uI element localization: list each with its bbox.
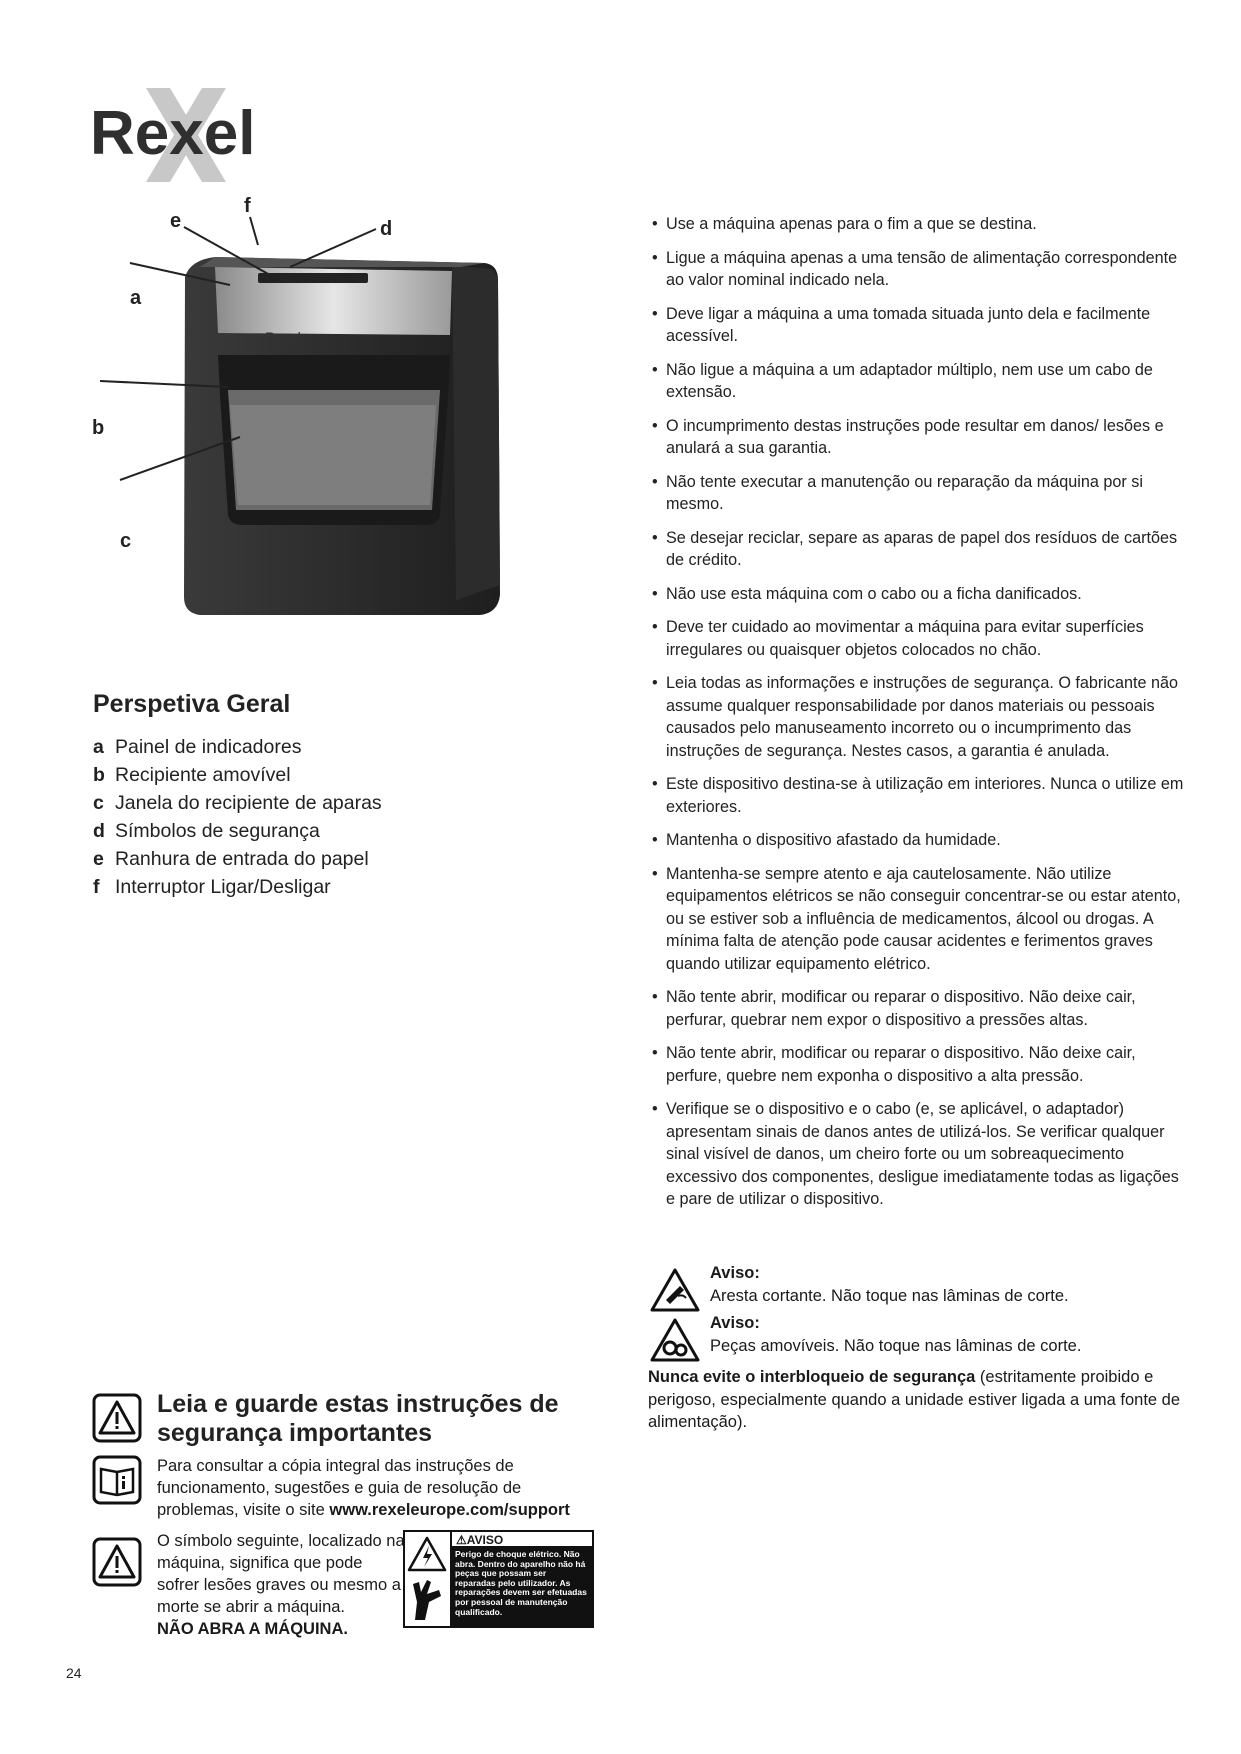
safety-bullet: • Verifique se o dispositivo e o cabo (e, se aplicável, o adaptador) apresentam sinais de danos antes de utilizá-los. Se verificar qualquer sinal visível de danos, um cheiro forte ou um sobreaquecimento excessivo dos componentes, desligue imediatamente todas as ligações e pare de utilizar o dispositivo. xyxy=(650,1098,1190,1211)
callout-c: c xyxy=(120,530,132,552)
safety-bullet: • Deve ligar a máquina a uma tomada situada junto dela e facilmente acessível. xyxy=(650,303,1190,348)
moving-parts-warning-icon xyxy=(650,1318,700,1362)
warning-moving-parts xyxy=(648,1312,1188,1362)
label-body: Perigo de choque elétrico. Não abra. Dentro do aparelho não há peças que possam ser reparadas pelo utilizador. As reparações devem ser efetuadas por pessoal de manutenção qualificado. xyxy=(452,1548,592,1626)
electric-shock-icon xyxy=(405,1532,450,1626)
safety-bullet: • Ligue a máquina apenas a uma tensão de alimentação correspondente ao valor nominal indicado nela. xyxy=(650,247,1190,292)
warning-sharp-edge xyxy=(648,1262,1188,1312)
safety-bullet: • Deve ter cuidado ao movimentar a máquina para evitar superfícies irregulares ou quaisquer objetos colocados no chão. xyxy=(650,616,1190,661)
safety-bullet: • Mantenha o dispositivo afastado da humidade. xyxy=(650,829,1190,852)
shock-warning-label xyxy=(403,1530,594,1628)
device-logo: Rexel xyxy=(265,329,301,345)
consult-text: Para consultar a cópia integral das instruções de funcionamento, sugestões e guia de resolução de problemas, visite o site www.rexeleurope.com/support xyxy=(157,1457,570,1519)
list-item: d Símbolos de segurança xyxy=(93,820,320,842)
list-item: a Painel de indicadores xyxy=(93,736,302,758)
caution-triangle-icon xyxy=(92,1537,142,1587)
safety-bullet: • Este dispositivo destina-se à utilização em interiores. Nunca o utilize em exteriores. xyxy=(650,773,1190,818)
shredder-figure xyxy=(80,195,640,680)
safety-bullet: • Não use esta máquina com o cabo ou a ficha danificados. xyxy=(650,583,1190,606)
safety-bullet: • Não tente executar a manutenção ou reparação da máquina por si mesmo. xyxy=(650,471,1190,516)
manual-book-icon xyxy=(92,1455,142,1505)
callout-e: e xyxy=(170,210,182,232)
safety-bullet: • Se desejar reciclar, separe as aparas de papel dos resíduos de cartões de crédito. xyxy=(650,527,1190,572)
warning-text: Aresta cortante. Não toque nas lâminas de corte. xyxy=(710,1287,1069,1305)
safety-bullet: • Use a máquina apenas para o fim a que se destina. xyxy=(650,213,1190,236)
overview-title: Perspetiva Geral xyxy=(93,690,291,718)
warnings-block xyxy=(648,1262,1188,1434)
safety-bullet: • Não tente abrir, modificar ou reparar o dispositivo. Não deixe cair, perfure, quebre nem exponha o dispositivo a alta pressão. xyxy=(650,1042,1190,1087)
safety-title: Leia e guarde estas instruções de segurança importantes xyxy=(157,1390,559,1447)
callout-a: a xyxy=(130,287,142,309)
safety-bullet-list xyxy=(650,213,1190,1222)
warning-title: Aviso: xyxy=(710,1264,760,1282)
callout-b: b xyxy=(92,417,105,439)
warning-triangle-icon: ⚠ xyxy=(456,1533,467,1547)
warning-title: Aviso: xyxy=(710,1314,760,1332)
interlock-notice: Nunca evite o interbloqueio de segurança (estritamente proibido e perigoso, especialmente quando a unidade estiver ligada a uma fonte de alimentação). xyxy=(648,1368,1181,1431)
list-item: c Janela do recipiente de aparas xyxy=(93,792,382,814)
shredder-illustration xyxy=(80,205,640,680)
label-title: AVISO xyxy=(466,1533,504,1547)
list-item: f Interruptor Ligar/Desligar xyxy=(93,876,331,898)
safety-bullet: • Não tente abrir, modificar ou reparar o dispositivo. Não deixe cair, perfurar, quebrar nem expor o dispositivo a pressões altas. xyxy=(650,986,1190,1031)
list-item: b Recipiente amovível xyxy=(93,764,291,786)
list-item: e Ranhura de entrada do papel xyxy=(93,848,369,870)
logo-wordmark: Rexel xyxy=(90,99,256,168)
safety-bullet: • O incumprimento destas instruções pode resultar em danos/ lesões e anulará a sua garantia. xyxy=(650,415,1190,460)
overview-list xyxy=(93,733,382,901)
warning-text: Peças amovíveis. Não toque nas lâminas de corte. xyxy=(710,1337,1082,1355)
callout-f: f xyxy=(244,195,251,217)
sharp-edge-warning-icon xyxy=(650,1268,700,1312)
safety-bullet: • Não ligue a máquina a um adaptador múltiplo, nem use um cabo de extensão. xyxy=(650,359,1190,404)
support-link[interactable]: www.rexeleurope.com/support xyxy=(329,1501,570,1519)
symbol-explanation: O símbolo seguinte, localizado na máquina, significa que pode sofrer lesões graves ou mesmo a morte se abrir a máquina. NÃO ABRA A MÁQUINA. xyxy=(157,1532,405,1638)
brand-logo xyxy=(88,82,288,190)
caution-triangle-icon xyxy=(92,1393,142,1443)
safety-bullet: • Mantenha-se sempre atento e aja cautelosamente. Não utilize equipamentos elétricos se não conseguir concentrar-se ou estar atento, ou se estiver sob a influência de medicamentos, álcool ou drogas. A mínima falta de atenção pode causar acidentes e ferimentos graves quando utilizar equipamento elétrico. xyxy=(650,863,1190,976)
page-number: 24 xyxy=(66,1665,82,1681)
callout-d: d xyxy=(380,218,393,240)
safety-bullet: • Leia todas as informações e instruções de segurança. O fabricante não assume qualquer responsabilidade por danos materiais ou pessoais causados pelo manuseamento incorreto ou o incumprimento das instruções de segurança. Nestes casos, a garantia é anulada. xyxy=(650,672,1190,762)
